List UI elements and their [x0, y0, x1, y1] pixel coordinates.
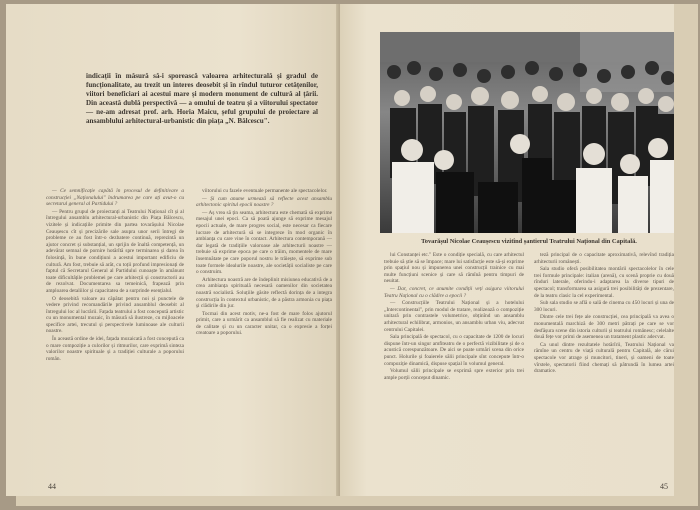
paragraph: Arhitectura noastră are de îndeplinit misiunea educativă de a crea ambianța spirituală necesară oamenilor din societatea noastră socialistă. Soluțiile găsite reflectă dorința de a integra construcția în contextul urbanistic, de a păstra armonia cu piața și clădirile din jur. — [196, 276, 332, 310]
right-page — [340, 4, 674, 496]
paragraph: Sub sala studio se află o sală de cinema cu 450 locuri și una de 300 locuri. — [534, 300, 674, 313]
photo-caption: Tovarășul Nicolae Ceaușescu vizitînd șantierul Teatrului Național din Capitală. — [421, 238, 637, 245]
paragraph: Tocmai din acest motiv, ne-a fost de mare folos ajutorul primit, care a urmărit ca ansamblul să fie realizat cu materiale de calitate și cu un caracter unitar, ca o expresie a forței creatoare a poporului. — [196, 310, 332, 337]
paragraph: lui Constanței etc." Este o condiție specială, cu care arhitectul trebuie să știe să se împace; mare lui satisfacție este să-și exprime prin spațiul nou și impunerea unei construcții trainice cu mai multe funcțiuni scenice și care să rămînă pentru timpuri de neuitat. — [384, 252, 524, 285]
crowd-photo-drawing — [380, 32, 674, 233]
left-column-2 — [196, 188, 332, 488]
paragraph: Sala studio oferă posibilitatea montării spectacolelor în cele trei formule principale: italian (arenă), cu scenă proprie cu două rînduri laterale, oferindu-i adaptarea la diverse tipuri de spectacol; transformarea sa asigură trei posibilități de prezentare, de la teatru clasic la cel experimental. — [534, 266, 674, 299]
right-column-2 — [534, 252, 674, 488]
paragraph: teză principal de o capacitate aproximativă, relevînd tradiția arhitecturii românești. — [534, 252, 674, 265]
page-number-right: 45 — [660, 482, 668, 491]
lead-paragraph: indicații în măsură să-i sporească valoarea arhitecturală și gradul de funcționalitate, au trezit un interes deosebit și în rîndul tuturor cetățenilor, viitori beneficiari ai acestui mare și modern monument de cultură al țării. Din această dublă perspectivă — a omului de teatru și a viitorului spectator — ne-am adresat prof. arh. Horia Maicu, șeful grupului de proiectare al ansamblului arhitectural-urbanistic din piața „N. Bălcescu". — [86, 72, 318, 125]
paragraph: O deosebită valoare au căpătat pentru noi și punctele de vedere privind recomandările privind ansamblul deosebit al întregului loc al lucrării. Fațada teatrului a fost concepută artistic cu un monumental mozaic, în măsură să ilustreze, cu mijloacele specifice artei, trecutul și perspectivele luminoase ale culturii noastre. — [46, 295, 184, 335]
paragraph: — Dar, concret, ce anumite condiții veți asigura viitorului Teatru Național cu o clădire a epocii ? — [384, 285, 524, 299]
paragraph: Sala principală de spectacol, cu o capacitate de 1200 de locuri dispune într-un singur amfiteatru de o perfectă vizibilitate și de o acustică corespunzătoare. De aici se poate urmări scena din orice punct. Holurile și foaierele sălii principale sînt concepute într-o compoziție dinamică, dispuse spațial în volumul general. — [384, 334, 524, 367]
paragraph: viitorului cu fazele eventuale permanente ale spectacolelor. — [202, 188, 328, 194]
page-number-left: 44 — [48, 482, 56, 491]
paragraph: În această ordine de idei, fațada mozaicată a fost concepută ca o mare compoziție a culorilor și ritmurilor, care exprimă sinteza valorilor noastre spirituale și a tradiției culturale a poporului român. — [46, 336, 184, 362]
right-column-1 — [384, 252, 524, 488]
left-column-1 — [46, 188, 184, 488]
crowd-photo — [380, 32, 674, 233]
paragraph: — Ce semnificație capătă în procesul de definitivare a construcției „Naționalului" îndrumarea pe care ați avut-o cu secretarul general al Partidului ? — [46, 188, 184, 208]
paragraph: — Pentru grupul de proiectanți ai Teatrului Național cît și al întregului ansamblu arhitectural-urbanistic din Piața Bălcescu, vizitele și indicațiile primite din partea tovarășului Nicolae Ceaușescu cît și precizările sale asupra unor serii întregi de probleme ce au fost într-o dezbatere continuă, reprezintă un ajutor concret și substanțial, un sprijin de înaltă competență, un adevărat semnal de pornire hotărîtă spre terminarea și darea în folosință, în bune condițiuni a acestui important edificiu de cultură. Am fost, trebuie să arăt, cu toții profund impresionați de faptul că Secretarul General al Partidului cunoaște în amănunt toate dificultățile problemei pe care arhitecții și constructorii au de rezolvat. Documentarea sa temeinică, frapează prin amploarea detaliilor și capacitatea de a surprinde esențialul. — [46, 208, 184, 294]
paragraph: Dintre cele trei fețe ale construcției, cea principală va avea o monumentală marchiză de 300 metri pătrați pe care se vor desfășura scene din istoria culturii și teatrului românesc; celelalte două fețe vor primi de asemenea un tratament plastic adecvat. — [534, 314, 674, 341]
left-page — [6, 4, 339, 496]
paragraph: — Aș vrea să țin seama, arhitectura este chemată să exprime mesajul unei epoci. Ca să poată ajunge să exprime mesajul epocii actuale, de mare progres social, este necesar ca fiecare lucrare de arhitectură să se integreze în mod organic în ambianța cu care vine în contact. Arhitectura contemporană — dar legată de tradițiile valoroase ale arhitecturii noastre — trebuie să exprime epoca pe care o trăim, momentele de mare însemnătate pe care poporul nostru le trăiește, să exprime sub toate formele idealurile noastre, ale societății socialiste pe care o construim. — [196, 209, 332, 276]
paragraph: Ca unul dintre rezultatele hotărîrii, Teatrului Național va rămîne un centru de viață culturală pentru Capitală, ale cărui spectacole vor atrage și muncitori, tineri, și oameni de toate vîrstele, spectatorii fiind chemați să pătrundă în lumea artei dramatice. — [534, 341, 674, 375]
paragraph: — Construcțiile Teatrului Național și a hotelului „Intercontinental", prin modul de tratare, realizează o compoziție unitară prin contrastele volumetrice, obținînd un ansamblu arhitectural echilibrat, armonios, un ansamblu urban viu, adecvat centrului Capitalei. — [384, 300, 524, 333]
paragraph: Volumul sălii principale se exprimă spre exterior prin trei ample porții conceput dinamic. — [384, 368, 524, 381]
paragraph: — Și cum anume urmează să reflecte acest ansamblu arhitectonic spiritul epocii noastre ? — [196, 195, 332, 209]
